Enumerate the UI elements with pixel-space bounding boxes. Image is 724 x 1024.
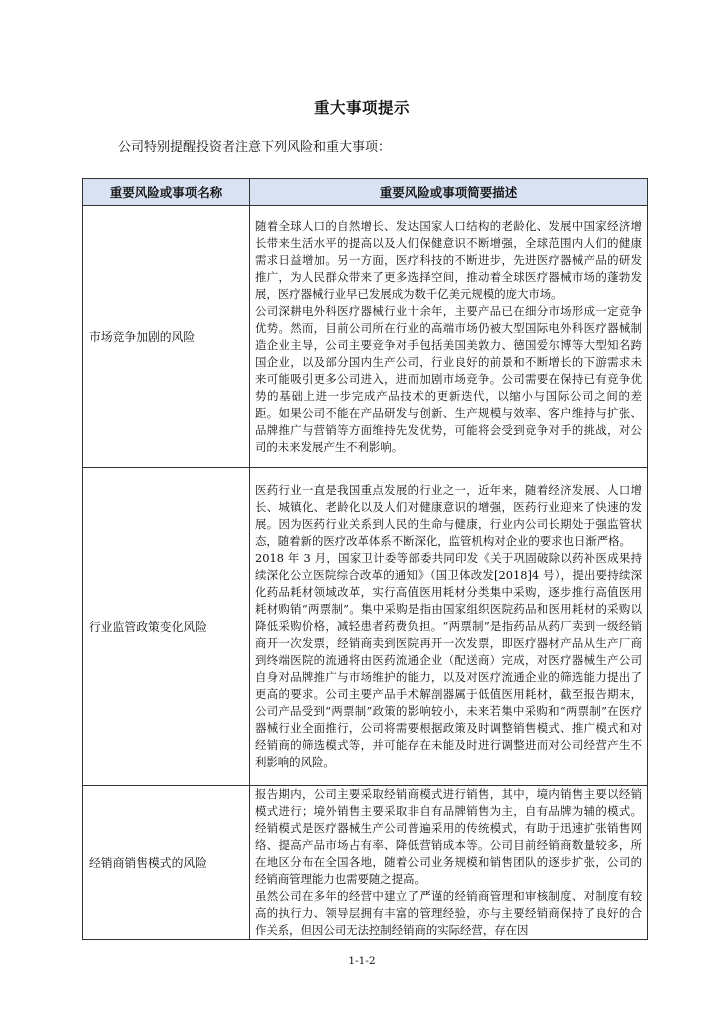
table-row — [83, 786, 648, 940]
description-paragraph: 随着全球人口的自然增长、发达国家人口结构的老龄化、发展中国家经济增长带来生活水平的提高以及人们保健意识不断增强，全球范围内人们的健康需求日益增加。另一方面，医疗科技的不断进步，先进医疗器械产品的研发推广，为人民群众带来了更多选择空间，推动着全球医疗器械市场的蓬勃发展，医疗器械行业早已发展成为数千亿美元规模的庞大市场。 — [255, 218, 642, 301]
description-paragraph: 2018 年 3 月，国家卫计委等部委共同印发《关于巩固破除以药补医成果持续深化公立医院综合改革的通知》（国卫体改发[2018]4 号），提出要持续深化药品耗材领域改革，实行高值医用耗材分类集中采购，逐步推行高值医用耗材购销“两票制”。集中采购是指由国家组织医院药品和医用耗材的采购以降低采购价格，减轻患者药费负担。“两票制”是指药品从药厂卖到一级经销商开一次发票，经销商卖到医院再开一次发票，即医疗器材产品从生产厂商到终端医院的流通将由医药流通企业（配送商）完成，对医疗器械生产公司自身对品牌推广与市场维护的能力，以及对医疗流通企业的筛选能力提出了更高的要求。公司主要产品手术解剖器属于低值医用耗材，截至报告期末，公司产品受到“两票制”政策的影响较小，未来若集中采购和“两票制”在医疗器械行业全面推行，公司将需要根据政策及时调整销售模式、推广模式和对经销商的筛选模式等，并可能存在未能及时进行调整进而对公司经营产生不利影响的风险。 — [255, 551, 642, 769]
risk-table — [82, 178, 648, 940]
page-number: 1-1-2 — [348, 955, 376, 967]
description-paragraph: 报告期内，公司主要采取经销商模式进行销售，其中，境内销售主要以经销模式进行；境外销售主要采取非自有品牌销售为主，自有品牌为辅的模式。经销模式是医疗器械生产公司普遍采用的传统模式，有助于迅速扩张销售网络、提高产品市场占有率、降低营销成本等。公司目前经销商数量较多，所在地区分布在全国各地，随着公司业务规模和销售团队的逐步扩张，公司的经销商管理能力也需要随之提高。 — [255, 787, 642, 886]
description-paragraph: 虽然公司在多年的经营中建立了严谨的经销商管理和审核制度、对制度有较高的执行力、领导层拥有丰富的管理经验，亦与主要经销商保持了良好的合作关系，但因公司无法控制经销商的实际经营，存在因 — [255, 889, 642, 937]
description-paragraph: 医药行业一直是我国重点发展的行业之一，近年来，随着经济发展、人口增长、城镇化、老龄化以及人们对健康意识的增强，医药行业迎来了快速的发展。因为医药行业关系到人民的生命与健康，行业内公司长期处于强监管状态，随着新的医疗改革体系不断深化，监管机构对企业的要求也日渐严格。 — [255, 483, 642, 548]
header-risk-description: 重要风险或事项简要描述 — [250, 179, 648, 206]
description-paragraph: 公司深耕电外科医疗器械行业十余年，主要产品已在细分市场形成一定竞争优势。然而，目前公司所在行业的高端市场仍被大型国际电外科医疗器械制造企业主导，公司主要竞争对手包括美国美敦力、德国爱尔博等大型知名跨国企业，以及部分国内生产公司，行业良好的前景和不断增长的下游需求未来可能吸引更多公司进入，进而加剧市场竞争。公司需要在保持已有竞争优势的基础上进一步完成产品技术的更新迭代，以缩小与国际公司之间的差距。如果公司不能在产品研发与创新、生产规模与效率、客户维持与扩张、品牌推广与营销等方面维持先发优势，可能将会受到竞争对手的挑战，对公司的未来发展产生不利影响。 — [255, 303, 642, 454]
risk-name-cell: 市场竞争加剧的风险 — [83, 206, 250, 468]
header-risk-name: 重要风险或事项名称 — [83, 179, 250, 206]
table-header-row — [83, 179, 648, 206]
risk-name-cell: 经销商销售模式的风险 — [83, 786, 250, 940]
risk-name-cell: 行业监管政策变化风险 — [83, 468, 250, 786]
table-row — [83, 206, 648, 468]
risk-description-cell — [250, 786, 648, 940]
page-title: 重大事项提示 — [313, 98, 410, 117]
risk-description-cell — [250, 468, 648, 786]
intro-text: 公司特别提醒投资者注意下列风险和重大事项： — [118, 140, 392, 155]
risk-description-cell — [250, 206, 648, 468]
table-row — [83, 468, 648, 786]
